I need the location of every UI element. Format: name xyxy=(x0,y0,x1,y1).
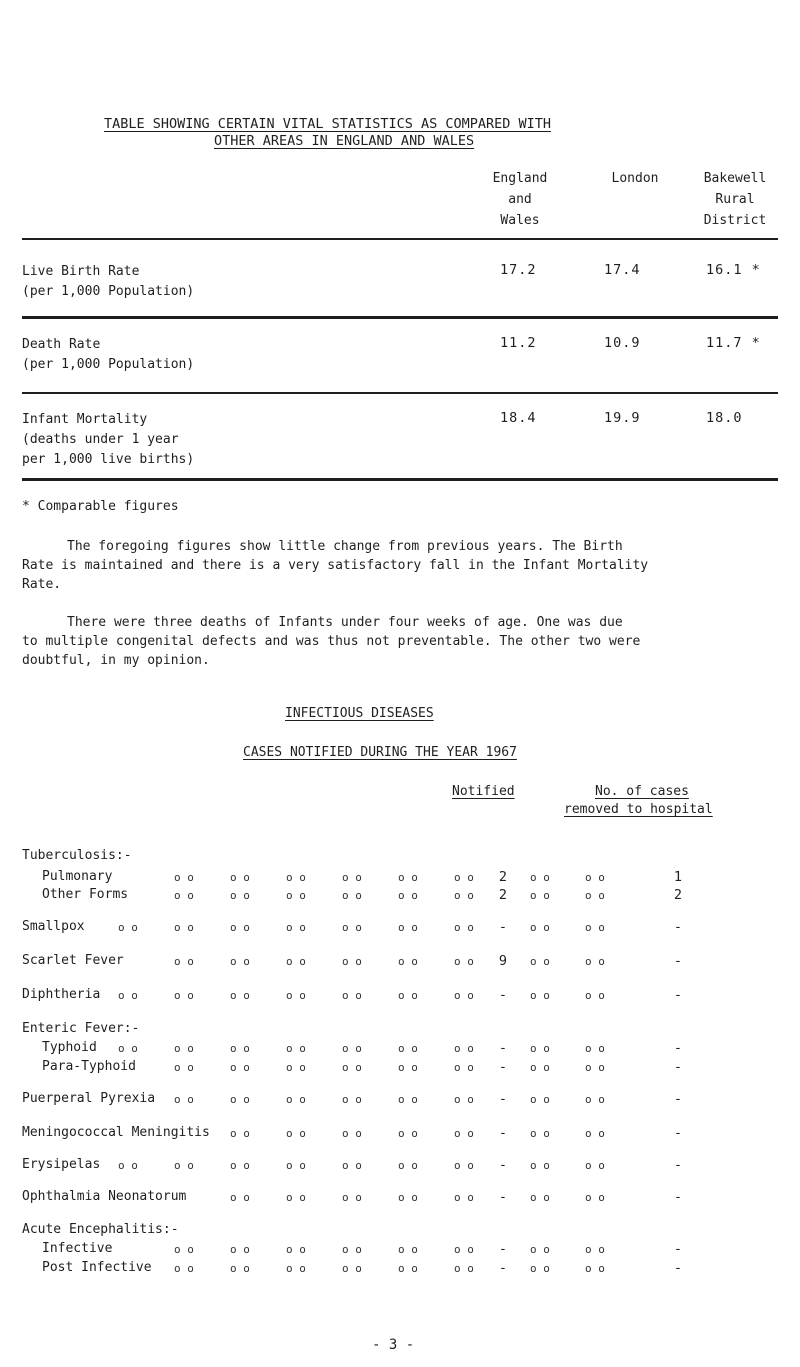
leader-dots: o o xyxy=(286,889,306,902)
row-label-death-rate xyxy=(22,335,194,375)
leader-dots: o o xyxy=(174,889,194,902)
leader-dots: o o xyxy=(398,1159,418,1172)
leader-dots: o o xyxy=(398,1061,418,1074)
leader-dots: o o xyxy=(398,1127,418,1140)
leader-dots: o o xyxy=(174,955,194,968)
leader-dots: o o xyxy=(530,955,550,968)
leader-dots: o o xyxy=(454,889,474,902)
notified-value: - xyxy=(498,1040,508,1056)
value-bakewell-death-rate: 11.7 * xyxy=(706,335,761,351)
value-england-live-birth: 17.2 xyxy=(500,262,537,278)
disease-label: Puerperal Pyrexia xyxy=(22,1091,156,1106)
leader-dots: o o xyxy=(230,889,250,902)
leader-dots: o o xyxy=(585,871,605,884)
leader-dots: o o xyxy=(174,1159,194,1172)
leader-dots: o o xyxy=(454,921,474,934)
row-label-line: Death Rate xyxy=(22,337,101,352)
removed-value: 2 xyxy=(673,887,683,903)
leader-dots: o o xyxy=(398,1243,418,1256)
removed-value: - xyxy=(673,987,683,1003)
leader-dots: o o xyxy=(530,1243,550,1256)
leader-dots: o o xyxy=(530,1061,550,1074)
disease-label: Erysipelas xyxy=(22,1157,101,1172)
leader-dots: o o xyxy=(230,1093,250,1106)
notified-value: - xyxy=(498,1260,508,1276)
leader-dots: o o xyxy=(230,1262,250,1275)
leader-dots: o o xyxy=(174,1042,194,1055)
disease-label: Para-Typhoid xyxy=(42,1059,136,1074)
row-label-line: (per 1,000 Population) xyxy=(22,284,195,299)
leader-dots: o o xyxy=(530,989,550,1002)
disease-label: Diphtheria xyxy=(22,987,101,1002)
leader-dots: o o xyxy=(230,955,250,968)
column-header-bakewell xyxy=(685,168,785,231)
header-rule xyxy=(22,238,778,240)
notified-value: - xyxy=(498,1059,508,1075)
removed-value: - xyxy=(673,1091,683,1107)
header-line: Bakewell xyxy=(703,171,767,186)
leader-dots: o o xyxy=(342,871,362,884)
leader-dots: o o xyxy=(230,1127,250,1140)
notified-value: 9 xyxy=(498,953,508,969)
leader-dots: o o xyxy=(398,871,418,884)
disease-label: Smallpox xyxy=(22,919,85,934)
leader-dots: o o xyxy=(174,871,194,884)
disease-label: Pulmonary xyxy=(42,869,113,884)
leader-dots: o o xyxy=(286,955,306,968)
leader-dots: o o xyxy=(118,1042,138,1055)
leader-dots: o o xyxy=(286,921,306,934)
removed-value: - xyxy=(673,953,683,969)
leader-dots: o o xyxy=(585,955,605,968)
disease-label: Ophthalmia Neonatorum xyxy=(22,1189,187,1204)
value-london-death-rate: 10.9 xyxy=(604,335,641,351)
leader-dots: o o xyxy=(342,921,362,934)
leader-dots: o o xyxy=(530,889,550,902)
value-england-death-rate: 11.2 xyxy=(500,335,537,351)
leader-dots: o o xyxy=(398,1262,418,1275)
disease-label: Typhoid xyxy=(42,1040,97,1055)
leader-dots: o o xyxy=(585,1159,605,1172)
leader-dots: o o xyxy=(174,1061,194,1074)
leader-dots: o o xyxy=(230,921,250,934)
leader-dots: o o xyxy=(286,1243,306,1256)
disease-label: Acute Encephalitis:- xyxy=(22,1222,179,1237)
header-line: Rural xyxy=(715,192,755,207)
leader-dots: o o xyxy=(585,1262,605,1275)
value-london-infant-mortality: 19.9 xyxy=(604,410,641,426)
leader-dots: o o xyxy=(118,921,138,934)
leader-dots: o o xyxy=(174,1093,194,1106)
header-line: Wales xyxy=(500,213,540,228)
removed-value: - xyxy=(673,1125,683,1141)
disease-label: Other Forms xyxy=(42,887,129,902)
leader-dots: o o xyxy=(230,1042,250,1055)
leader-dots: o o xyxy=(454,1191,474,1204)
page-number: - 3 - xyxy=(372,1337,415,1353)
row-label-line: Infant Mortality xyxy=(22,412,148,427)
leader-dots: o o xyxy=(286,1127,306,1140)
removed-value: - xyxy=(673,1189,683,1205)
leader-dots: o o xyxy=(530,1159,550,1172)
leader-dots: o o xyxy=(230,1061,250,1074)
notified-value: - xyxy=(498,1189,508,1205)
leader-dots: o o xyxy=(585,989,605,1002)
leader-dots: o o xyxy=(585,1042,605,1055)
leader-dots: o o xyxy=(585,1093,605,1106)
leader-dots: o o xyxy=(342,1127,362,1140)
leader-dots: o o xyxy=(174,989,194,1002)
leader-dots: o o xyxy=(454,955,474,968)
leader-dots: o o xyxy=(342,1191,362,1204)
leader-dots: o o xyxy=(454,989,474,1002)
row-label-line: per 1,000 live births) xyxy=(22,452,195,467)
removed-value: - xyxy=(673,1157,683,1173)
value-bakewell-live-birth: 16.1 * xyxy=(706,262,761,278)
leader-dots: o o xyxy=(342,1061,362,1074)
leader-dots: o o xyxy=(230,871,250,884)
header-line: London xyxy=(611,171,659,186)
removed-value: - xyxy=(673,1040,683,1056)
value-london-live-birth: 17.4 xyxy=(604,262,641,278)
row-label-line: Live Birth Rate xyxy=(22,264,140,279)
removed-value: - xyxy=(673,1260,683,1276)
leader-dots: o o xyxy=(118,989,138,1002)
disease-label: Scarlet Fever xyxy=(22,953,124,968)
footnote: * Comparable figures xyxy=(22,499,179,514)
leader-dots: o o xyxy=(398,921,418,934)
removed-value: - xyxy=(673,1241,683,1257)
notified-value: - xyxy=(498,1125,508,1141)
leader-dots: o o xyxy=(398,1191,418,1204)
column-header-london xyxy=(590,168,680,189)
leader-dots: o o xyxy=(530,871,550,884)
leader-dots: o o xyxy=(174,921,194,934)
leader-dots: o o xyxy=(286,1159,306,1172)
header-line: and xyxy=(508,192,532,207)
leader-dots: o o xyxy=(398,1042,418,1055)
leader-dots: o o xyxy=(398,889,418,902)
notified-value: - xyxy=(498,919,508,935)
leader-dots: o o xyxy=(230,1243,250,1256)
value-england-infant-mortality: 18.4 xyxy=(500,410,537,426)
leader-dots: o o xyxy=(530,1042,550,1055)
table-title-line-1: TABLE SHOWING CERTAIN VITAL STATISTICS AS COMPARED WITH xyxy=(104,116,552,132)
leader-dots: o o xyxy=(398,955,418,968)
leader-dots: o o xyxy=(454,1061,474,1074)
leader-dots: o o xyxy=(585,1191,605,1204)
leader-dots: o o xyxy=(398,1093,418,1106)
leader-dots: o o xyxy=(286,1061,306,1074)
column-header-notified: Notified xyxy=(452,784,515,799)
notified-value: 2 xyxy=(498,887,508,903)
leader-dots: o o xyxy=(454,1159,474,1172)
removed-value: - xyxy=(673,1059,683,1075)
leader-dots: o o xyxy=(585,889,605,902)
header-line: District xyxy=(703,213,767,228)
notified-value: - xyxy=(498,1241,508,1257)
column-header-england-wales xyxy=(470,168,570,231)
row-label-line: (per 1,000 Population) xyxy=(22,357,195,372)
row-label-line: (deaths under 1 year xyxy=(22,432,179,447)
leader-dots: o o xyxy=(286,1191,306,1204)
leader-dots: o o xyxy=(530,921,550,934)
leader-dots: o o xyxy=(174,1243,194,1256)
leader-dots: o o xyxy=(585,921,605,934)
column-header-removed-line-2: removed to hospital xyxy=(564,802,713,817)
column-header-removed-line-1: No. of cases xyxy=(595,784,689,799)
notified-value: - xyxy=(498,1157,508,1173)
leader-dots: o o xyxy=(286,1042,306,1055)
disease-label: Tuberculosis:- xyxy=(22,848,132,863)
leader-dots: o o xyxy=(342,989,362,1002)
row-label-infant-mortality xyxy=(22,410,194,470)
leader-dots: o o xyxy=(342,1159,362,1172)
notified-value: - xyxy=(498,987,508,1003)
leader-dots: o o xyxy=(286,871,306,884)
leader-dots: o o xyxy=(342,1243,362,1256)
leader-dots: o o xyxy=(454,1042,474,1055)
notified-value: - xyxy=(498,1091,508,1107)
leader-dots: o o xyxy=(585,1061,605,1074)
leader-dots: o o xyxy=(230,989,250,1002)
removed-value: - xyxy=(673,919,683,935)
table-title-line-2: OTHER AREAS IN ENGLAND AND WALES xyxy=(214,133,475,149)
leader-dots: o o xyxy=(454,1127,474,1140)
disease-label: Infective xyxy=(42,1241,113,1256)
leader-dots: o o xyxy=(398,989,418,1002)
row-rule-3 xyxy=(22,478,778,481)
leader-dots: o o xyxy=(342,1262,362,1275)
disease-label: Post Infective xyxy=(42,1260,152,1275)
infectious-heading: INFECTIOUS DISEASES xyxy=(285,706,434,721)
leader-dots: o o xyxy=(454,1243,474,1256)
disease-label: Meningococcal Meningitis xyxy=(22,1125,210,1140)
disease-label: Enteric Fever:- xyxy=(22,1021,140,1036)
leader-dots: o o xyxy=(585,1127,605,1140)
leader-dots: o o xyxy=(454,871,474,884)
leader-dots: o o xyxy=(342,955,362,968)
leader-dots: o o xyxy=(342,1042,362,1055)
leader-dots: o o xyxy=(585,1243,605,1256)
leader-dots: o o xyxy=(342,1093,362,1106)
leader-dots: o o xyxy=(230,1191,250,1204)
removed-value: 1 xyxy=(673,869,683,885)
infectious-subheading: CASES NOTIFIED DURING THE YEAR 1967 xyxy=(243,745,517,760)
paragraph-1: The foregoing figures show little change from previous years. The Birth Rate is maintained and there is a very satisfactory fall in the Infant Mortality Rate. xyxy=(22,539,649,592)
leader-dots: o o xyxy=(530,1191,550,1204)
value-bakewell-infant-mortality: 18.0 xyxy=(706,410,743,426)
leader-dots: o o xyxy=(286,989,306,1002)
row-label-live-birth xyxy=(22,262,194,302)
leader-dots: o o xyxy=(174,1262,194,1275)
row-rule-1 xyxy=(22,316,778,319)
leader-dots: o o xyxy=(530,1093,550,1106)
leader-dots: o o xyxy=(530,1127,550,1140)
leader-dots: o o xyxy=(530,1262,550,1275)
paragraph-2: There were three deaths of Infants under four weeks of age. One was due to multiple congenital defects and was thus not preventable. The other two were doubtful, in my opinion. xyxy=(22,615,641,668)
notified-value: 2 xyxy=(498,869,508,885)
leader-dots: o o xyxy=(286,1093,306,1106)
leader-dots: o o xyxy=(230,1159,250,1172)
leader-dots: o o xyxy=(454,1262,474,1275)
leader-dots: o o xyxy=(342,889,362,902)
leader-dots: o o xyxy=(454,1093,474,1106)
header-line: England xyxy=(492,171,548,186)
leader-dots: o o xyxy=(118,1159,138,1172)
leader-dots: o o xyxy=(286,1262,306,1275)
row-rule-2 xyxy=(22,392,778,394)
